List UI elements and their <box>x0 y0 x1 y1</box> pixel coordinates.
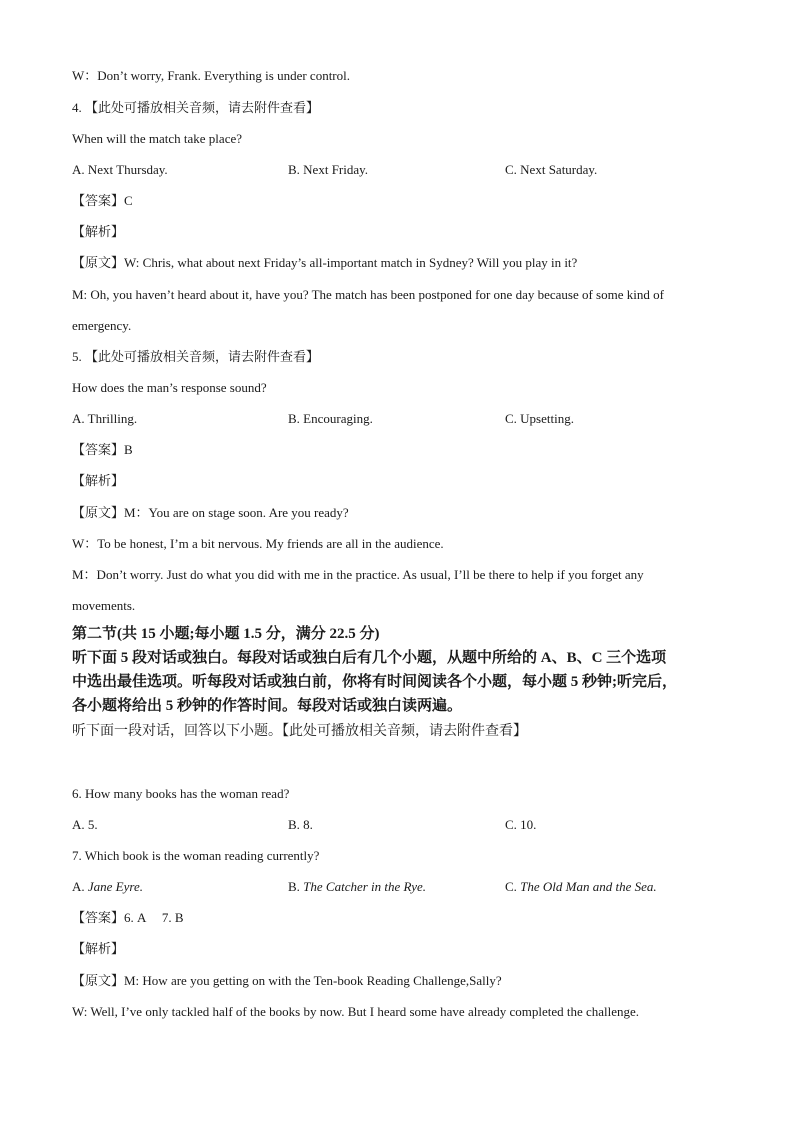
question-7-option-c <box>505 879 657 895</box>
question-6-7-analysis: 【解析】 <box>72 941 125 956</box>
question-7-option-b <box>288 879 426 895</box>
question-4-title: 4. 【此处可播放相关音频，请去附件查看】 <box>72 100 320 115</box>
option-a-title: Jane Eyre. <box>87 879 143 894</box>
question-6-option-c: C. 10. <box>505 817 537 832</box>
question-5-option-a: A. Thrilling. <box>72 411 138 426</box>
question-6-text: 6. How many books has the woman read? <box>72 786 290 801</box>
question-4-option-b: B. Next Friday. <box>288 162 369 177</box>
question-7-text: 7. Which book is the woman reading currently? <box>72 848 320 863</box>
question-4-dialogue-m-line1: M: Oh, you haven’t heard about it, have you? The match has been postponed for one day because of some kind of <box>72 287 664 302</box>
option-a-prefix: A. <box>72 879 88 894</box>
question-6-option-b: B. 8. <box>288 817 313 832</box>
option-c-prefix: C. <box>505 879 521 894</box>
section-2-intro: 听下面一段对话，回答以下小题。【此处可播放相关音频，请去附件查看】 <box>72 724 527 739</box>
question-4-option-a: A. Next Thursday. <box>72 162 168 177</box>
question-7-option-a <box>72 879 143 895</box>
question-5-original: 【原文】M：You are on stage soon. Are you ready? <box>72 505 349 520</box>
question-6-7-answer: 【答案】6. A 7. B <box>72 910 184 925</box>
question-4-option-c: C. Next Saturday. <box>505 162 598 177</box>
question-6-7-dialogue-w: W: Well, I’ve only tackled half of the books by now. But I heard some have already completed the challenge. <box>72 1004 640 1019</box>
question-4-dialogue-m-line2: emergency. <box>72 318 132 333</box>
section-2-instruction-line2: 中选出最佳选项。听每段对话或独白前，你将有时间阅读各个小题，每小题 5 秒钟;听完后， <box>72 674 677 690</box>
question-5-dialogue-m-line2: movements. <box>72 598 136 613</box>
question-5-text: How does the man’s response sound? <box>72 380 267 395</box>
question-4-original: 【原文】W: Chris, what about next Friday’s all-important match in Sydney? Will you play in it? <box>72 255 578 270</box>
section-2-instruction-line3: 各小题将给出 5 秒钟的作答时间。每段对话或独白读两遍。 <box>72 698 463 714</box>
question-5-answer: 【答案】B <box>72 442 133 457</box>
question-5-title: 5. 【此处可播放相关音频，请去附件查看】 <box>72 349 320 364</box>
option-b-prefix: B. <box>288 879 304 894</box>
question-4-answer: 【答案】C <box>72 193 133 208</box>
question-5-analysis: 【解析】 <box>72 473 125 488</box>
section-2-title: 第二节(共 15 小题;每小题 1.5 分，满分 22.5 分) <box>72 626 380 642</box>
question-4-analysis: 【解析】 <box>72 224 125 239</box>
question-4-text: When will the match take place? <box>72 131 243 146</box>
question-5-dialogue-m-line1: M：Don’t worry. Just do what you did with me in the practice. As usual, I’ll be there to help if you forget any <box>72 567 644 582</box>
question-5-option-b: B. Encouraging. <box>288 411 373 426</box>
question-6-7-original: 【原文】M: How are you getting on with the Ten-book Reading Challenge,Sally? <box>72 973 502 988</box>
dialogue-line: W：Don’t worry, Frank. Everything is under control. <box>72 68 351 83</box>
section-2-instruction-line1: 听下面 5 段对话或独白。每段对话或独白后有几个小题，从题中所给的 A、B、C 三个选项 <box>72 650 667 666</box>
question-6-option-a: A. 5. <box>72 817 98 832</box>
option-b-title: The Catcher in the Rye. <box>303 879 427 894</box>
option-c-title: The Old Man and the Sea. <box>520 879 657 894</box>
question-5-dialogue-w: W：To be honest, I’m a bit nervous. My friends are all in the audience. <box>72 536 444 551</box>
question-5-option-c: C. Upsetting. <box>505 411 574 426</box>
